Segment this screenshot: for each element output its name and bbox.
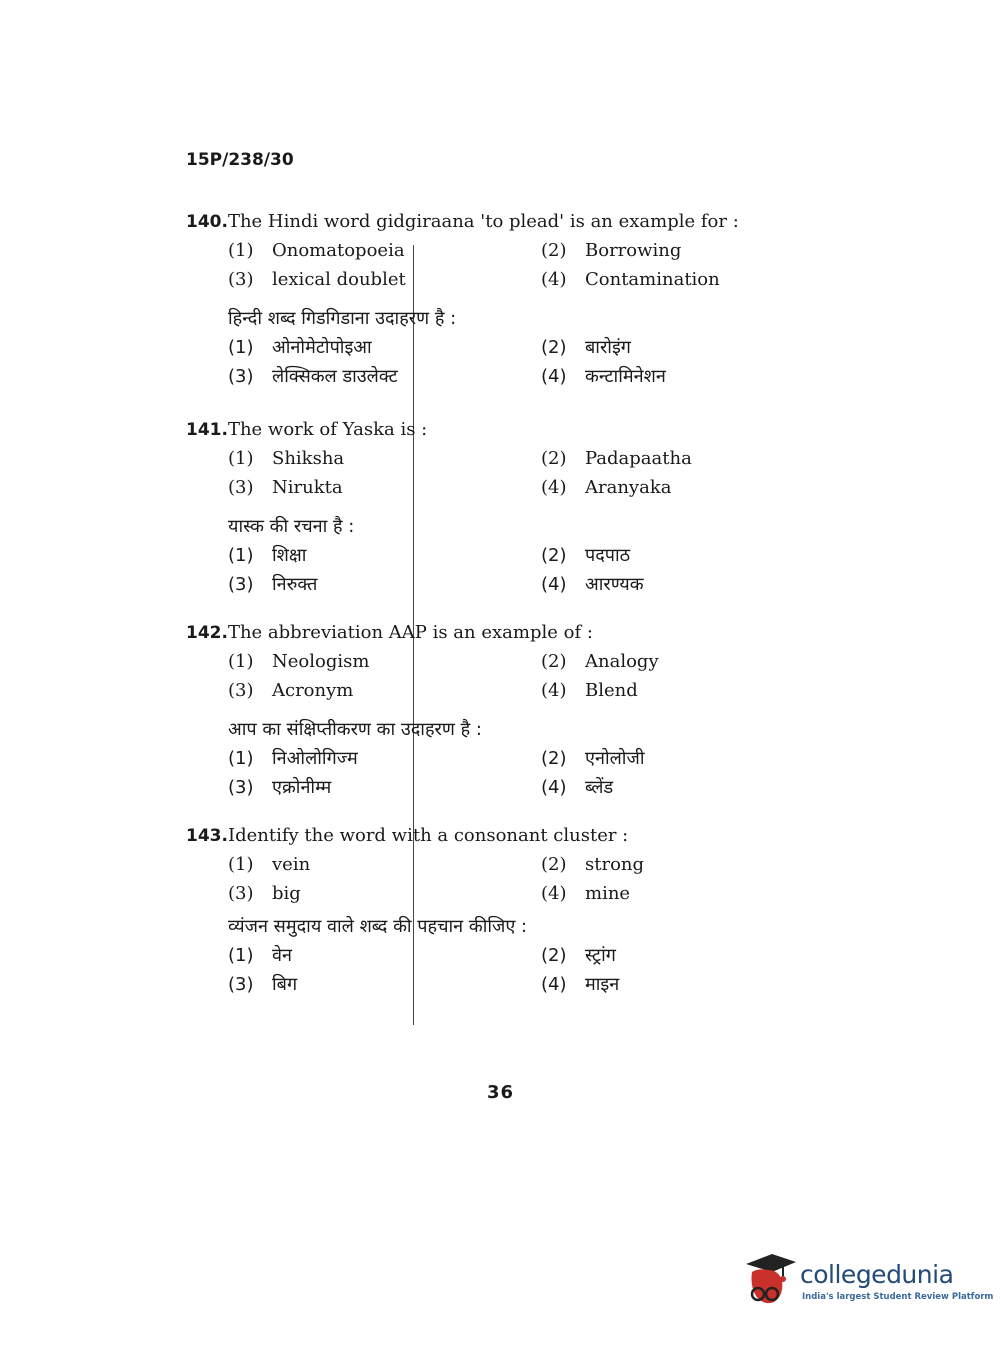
option-1-hi: (1) वेन	[228, 945, 292, 966]
question-number: 142.	[186, 623, 228, 643]
question-text-en: 140.The Hindi word gidgiraana 'to plead' is an example for :	[186, 211, 739, 232]
question-text-hi: व्यंजन समुदाय वाले शब्द की पहचान कीजिए :	[228, 916, 528, 937]
question-text-en: 141.The work of Yaska is :	[186, 419, 428, 440]
option-row	[186, 333, 786, 362]
option-3-hi: (3) एक्रोनीम्म	[228, 777, 332, 798]
option-4: (4) Aranyaka	[541, 477, 672, 498]
option-row	[186, 236, 786, 265]
option-2-hi: (2) एनोलोजी	[541, 748, 645, 769]
option-1: (1) Neologism	[228, 651, 370, 672]
question-text-en: 142.The abbreviation AAP is an example of :	[186, 622, 593, 643]
option-3: (3) Acronym	[228, 680, 354, 701]
option-row	[186, 850, 786, 879]
question-text-hi: यास्क की रचना है :	[228, 516, 355, 537]
option-row	[186, 773, 786, 802]
option-2-hi: (2) पदपाठ	[541, 545, 631, 566]
option-2-hi: (2) स्ट्रांग	[541, 945, 616, 966]
collegedunia-logo[interactable]	[742, 1250, 994, 1310]
option-2: (2) Padapaatha	[541, 448, 692, 469]
option-row	[186, 541, 786, 570]
option-3: (3) lexical doublet	[228, 269, 406, 290]
option-row	[186, 879, 786, 908]
page-number: 36	[486, 1082, 515, 1103]
option-3: (3) Nirukta	[228, 477, 343, 498]
option-4-hi: (4) आरण्यक	[541, 574, 644, 595]
option-row	[186, 676, 786, 705]
option-row	[186, 744, 786, 773]
option-row	[186, 970, 786, 999]
option-row	[186, 362, 786, 391]
option-4: (4) Blend	[541, 680, 638, 701]
option-2: (2) strong	[541, 854, 645, 875]
option-1: (1) vein	[228, 854, 311, 875]
option-4-hi: (4) कन्टामिनेशन	[541, 366, 666, 387]
option-1: (1) Onomatopoeia	[228, 240, 405, 261]
option-row	[186, 647, 786, 676]
option-row	[186, 473, 786, 502]
option-1-hi: (1) ओनोमेटोपोइआ	[228, 337, 372, 358]
option-row	[186, 265, 786, 294]
question-140	[186, 207, 786, 391]
question-142	[186, 618, 786, 802]
option-1-hi: (1) निओलोगिज्म	[228, 748, 358, 769]
option-3: (3) big	[228, 883, 301, 904]
option-row	[186, 570, 786, 599]
question-143	[186, 821, 786, 999]
option-row	[186, 941, 786, 970]
page-code: 15P/238/30	[186, 150, 294, 170]
option-1: (1) Shiksha	[228, 448, 345, 469]
option-2-hi: (2) बारोइंग	[541, 337, 631, 358]
option-3-hi: (3) लेक्सिकल डाउलेक्ट	[228, 366, 398, 387]
question-text-en: 143.Identify the word with a consonant cluster :	[186, 825, 629, 846]
option-4-hi: (4) ब्लेंड	[541, 777, 614, 798]
option-4: (4) mine	[541, 883, 631, 904]
question-number: 140.	[186, 212, 228, 232]
option-3-hi: (3) बिग	[228, 974, 298, 995]
question-text-hi: आप का संक्षिप्तीकरण का उदाहरण है :	[228, 719, 482, 740]
option-1-hi: (1) शिक्षा	[228, 545, 307, 566]
question-text-hi: हिन्दी शब्द गिडगिडाना उदाहरण है :	[228, 308, 457, 329]
question-number: 141.	[186, 420, 228, 440]
option-2: (2) Analogy	[541, 651, 659, 672]
logo-wordmark: collegedunia	[800, 1260, 954, 1289]
option-3-hi: (3) निरुक्त	[228, 574, 318, 595]
option-row	[186, 444, 786, 473]
logo-tagline: India's largest Student Review Platform	[802, 1292, 994, 1302]
option-2: (2) Borrowing	[541, 240, 682, 261]
question-number: 143.	[186, 826, 228, 846]
student-mascot-icon	[742, 1250, 798, 1308]
option-4-hi: (4) माइन	[541, 974, 620, 995]
question-141	[186, 415, 786, 599]
option-4: (4) Contamination	[541, 269, 720, 290]
